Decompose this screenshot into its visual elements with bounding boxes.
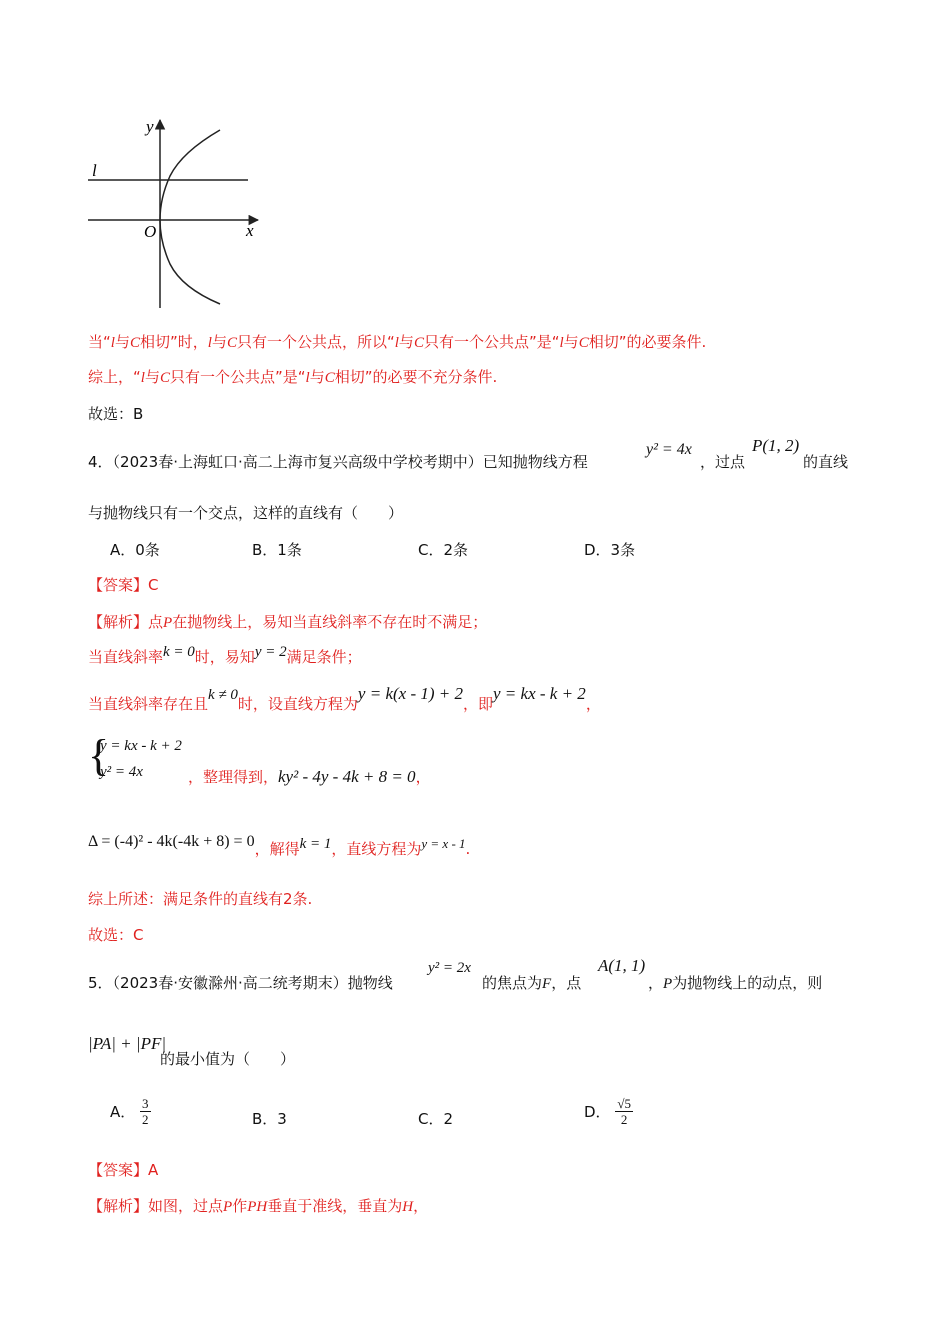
q4-analysis-3: 当直线斜率存在且k ≠ 0时，设直线方程为y = k(x - 1) + 2，即y = kx - k + 2， — [88, 684, 601, 713]
q5-point: A(1, 1) — [598, 956, 646, 975]
q4-analysis-1: 【解析】点P在抛物线上，易知当直线斜率不存在时不满足； — [88, 613, 488, 631]
q3-choice: 故选：B — [88, 405, 144, 423]
q5-option-d: D． $\frac{√5}{2}$ — [584, 1096, 631, 1127]
q3-line1: 当“l与C相切”时，l与C只有一个公共点，所以“l与C只有一个公共点”是“l与C相切”的必要条件. — [88, 333, 707, 351]
q4-answer: 【答案】C — [88, 576, 159, 594]
q3-line2: 综上，“l与C只有一个公共点”是“l与C相切”的必要不充分条件. — [88, 368, 498, 386]
q4-analysis-5: Δ = (-4)² - 4k(-4k + 8) = 0，解得k = 1，直线方程为y = x - 1. — [88, 833, 471, 858]
q4-eq: y² = 4x — [646, 441, 692, 458]
q5-end: ，P为抛物线上的动点，则 — [648, 974, 823, 992]
q5-stem: 5．（2023春·安徽滁州·高二统考期末）抛物线 — [88, 974, 393, 992]
line-l-label: l — [92, 161, 97, 180]
q4-option-a: A．0条 — [110, 541, 160, 559]
q5-option-c: C．2 — [418, 1110, 454, 1128]
x-axis-label: x — [246, 221, 254, 240]
q5-analysis-1: 【解析】如图，过点P作PH垂直于准线，垂直为H， — [88, 1197, 429, 1215]
q4-option-c: C．2条 — [418, 541, 469, 559]
q5-expr: |PA| + |PF| — [88, 1034, 167, 1053]
q4-choice: 故选：C — [88, 926, 144, 944]
q4-analysis-4: ，整理得到，ky² - 4y - 4k + 8 = 0， — [188, 767, 431, 786]
q5-option-a: A． $\frac{3}{2}$ — [110, 1096, 149, 1127]
q5-line2: 的最小值为（ ） — [160, 1050, 296, 1068]
q4-option-d: D．3条 — [584, 541, 636, 559]
parabola-curve — [160, 130, 220, 304]
q4-point: P(1, 2) — [752, 436, 800, 455]
parabola-figure — [80, 112, 280, 312]
q4-option-b: B．1条 — [252, 541, 302, 559]
y-axis-label: y — [146, 117, 154, 136]
q4-analysis-2: 当直线斜率k = 0时，易知y = 2满足条件； — [88, 644, 362, 666]
q5-answer: 【答案】A — [88, 1161, 159, 1179]
q4-line2: 与抛物线只有一个交点，这样的直线有（ ） — [88, 504, 404, 522]
q4-summary: 综上所述：满足条件的直线有2条. — [88, 890, 313, 908]
origin-label: O — [144, 222, 157, 241]
q4-mid: ，过点 — [700, 453, 746, 471]
q4-stem: 4．（2023春·上海虹口·高二上海市复兴高级中学校考期中）已知抛物线方程 — [88, 453, 588, 471]
q5-eq: y² = 2x — [428, 960, 471, 976]
q4-end: 的直线 — [803, 453, 849, 471]
system-eq1: y = kx - k + 2 — [100, 738, 182, 754]
system-eq2: y² = 4x — [100, 764, 143, 780]
q5-mid: 的焦点为F，点 — [482, 974, 582, 992]
q5-option-b: B．3 — [252, 1110, 287, 1128]
system-brace: { — [88, 731, 110, 780]
